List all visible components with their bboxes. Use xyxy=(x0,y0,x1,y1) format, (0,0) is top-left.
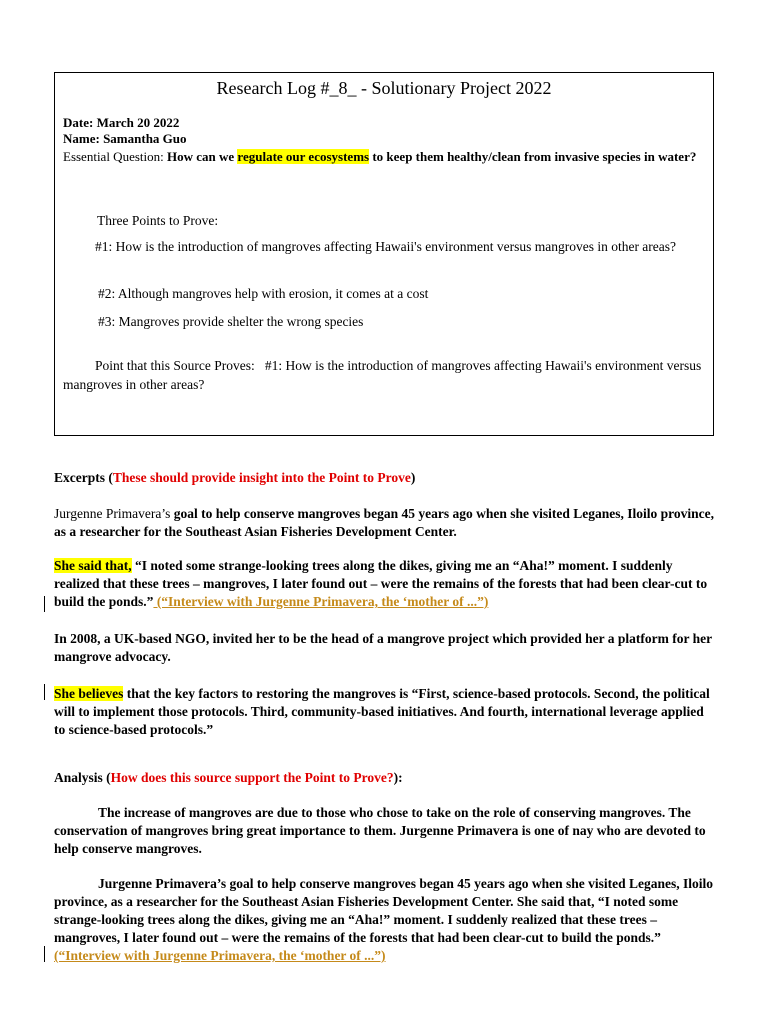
essential-question xyxy=(63,147,703,166)
name-label: Name: xyxy=(63,131,100,146)
date-line xyxy=(63,115,187,131)
excerpts-heading-label: Excerpts ( xyxy=(54,470,113,485)
source-point: #1: How is the introduction of mangroves affecting Hawaii's environment versus mangroves in other areas? xyxy=(63,358,702,392)
excerpts-heading xyxy=(54,469,714,487)
analysis-2-citation[interactable]: (“Interview with Jurgenne Primavera, the ‘mother of ...”) xyxy=(54,948,386,963)
analysis-paragraph-1: The increase of mangroves are due to those who chose to take on the role of conserving mangroves. The conservation of mangroves bring great importance to them. Jurgenne Primavera is one of nay who are devoted to help conserve mangroves. xyxy=(54,805,706,856)
log-meta xyxy=(63,115,187,147)
text-cursor-mark xyxy=(44,596,45,612)
analysis-heading xyxy=(54,769,714,787)
source-proves xyxy=(63,356,707,394)
eq-part2: to keep them healthy/clean from invasive species in water? xyxy=(369,149,697,164)
eq-text xyxy=(167,149,696,164)
point-1: #1: How is the introduction of mangroves affecting Hawaii's environment versus mangroves in other areas? xyxy=(95,239,677,254)
points-heading: Three Points to Prove: xyxy=(97,213,219,228)
excerpt-1-a: Jurgenne Primavera’s xyxy=(54,506,174,521)
analysis-paragraph-2 xyxy=(54,875,714,965)
excerpt-2-citation[interactable]: (“Interview with Jurgenne Primavera, the ‘mother of ...”) xyxy=(153,594,489,609)
text-cursor-mark xyxy=(44,946,45,962)
excerpts-heading-note: These should provide insight into the Point to Prove xyxy=(112,470,411,485)
date-value: March 20 2022 xyxy=(96,115,180,130)
date-label: Date: xyxy=(63,115,94,130)
point-2: #2: Although mangroves help with erosion, it comes at a cost xyxy=(98,286,429,301)
excerpt-paragraph-1 xyxy=(54,505,714,541)
excerpt-2-body: “I noted some strange-looking trees along the dikes, giving me an “Aha!” moment. I suddenly realized that these trees – mangroves, I later found out – were the remains of the forests that had been clear-cut to build the ponds.” xyxy=(54,558,708,609)
excerpt-paragraph-3: In 2008, a UK-based NGO, invited her to be the head of a mangrove project which provided her a platform for her mangrove advocacy. xyxy=(54,631,712,664)
log-title: Research Log #_8_ - Solutionary Project 2022 xyxy=(216,78,552,98)
excerpt-4-body: that the key factors to restoring the mangroves is “First, science-based protocols. Second, the political will to implement those protocols. Third, community-based initiatives. And fourth, international leverage applied to science-based protocols.” xyxy=(54,686,710,737)
analysis-2-body: Jurgenne Primavera’s goal to help conserve mangroves began 45 years ago when she visited Leganes, Iloilo province, as a researcher for the Southeast Asian Fisheries Development Center. She said that, “I noted some strange-looking trees along the dikes, giving me an “Aha!” moment. I suddenly realized that these trees – mangroves, I later found out – were the remains of the forests that had been clear-cut to build the ponds.” xyxy=(54,876,713,945)
eq-part1: How can we xyxy=(167,149,238,164)
analysis-heading-close: ): xyxy=(393,770,403,785)
excerpt-1-b: goal to help conserve mangroves began 45 years ago when she visited Leganes, Iloilo province, as a researcher for the Southeast Asian Fisheries Development Center. xyxy=(54,506,714,539)
source-label: Point that this Source Proves: xyxy=(95,358,255,373)
excerpt-4-highlight: She believes xyxy=(54,686,124,701)
eq-label: Essential Question: xyxy=(63,149,164,164)
name-line xyxy=(63,131,187,147)
research-log-box xyxy=(54,72,714,436)
excerpts-heading-close: ) xyxy=(410,470,416,485)
point-3: #3: Mangroves provide shelter the wrong species xyxy=(98,314,364,329)
excerpt-paragraph-2 xyxy=(54,557,714,611)
analysis-heading-note: How does this source support the Point to Prove? xyxy=(110,770,394,785)
excerpt-paragraph-4 xyxy=(54,685,714,739)
name-value: Samantha Guo xyxy=(103,131,187,146)
excerpt-2-highlight: She said that, xyxy=(54,558,132,573)
text-cursor-mark xyxy=(44,684,45,700)
analysis-heading-label: Analysis ( xyxy=(54,770,111,785)
eq-highlight: regulate our ecosystems xyxy=(237,149,370,164)
